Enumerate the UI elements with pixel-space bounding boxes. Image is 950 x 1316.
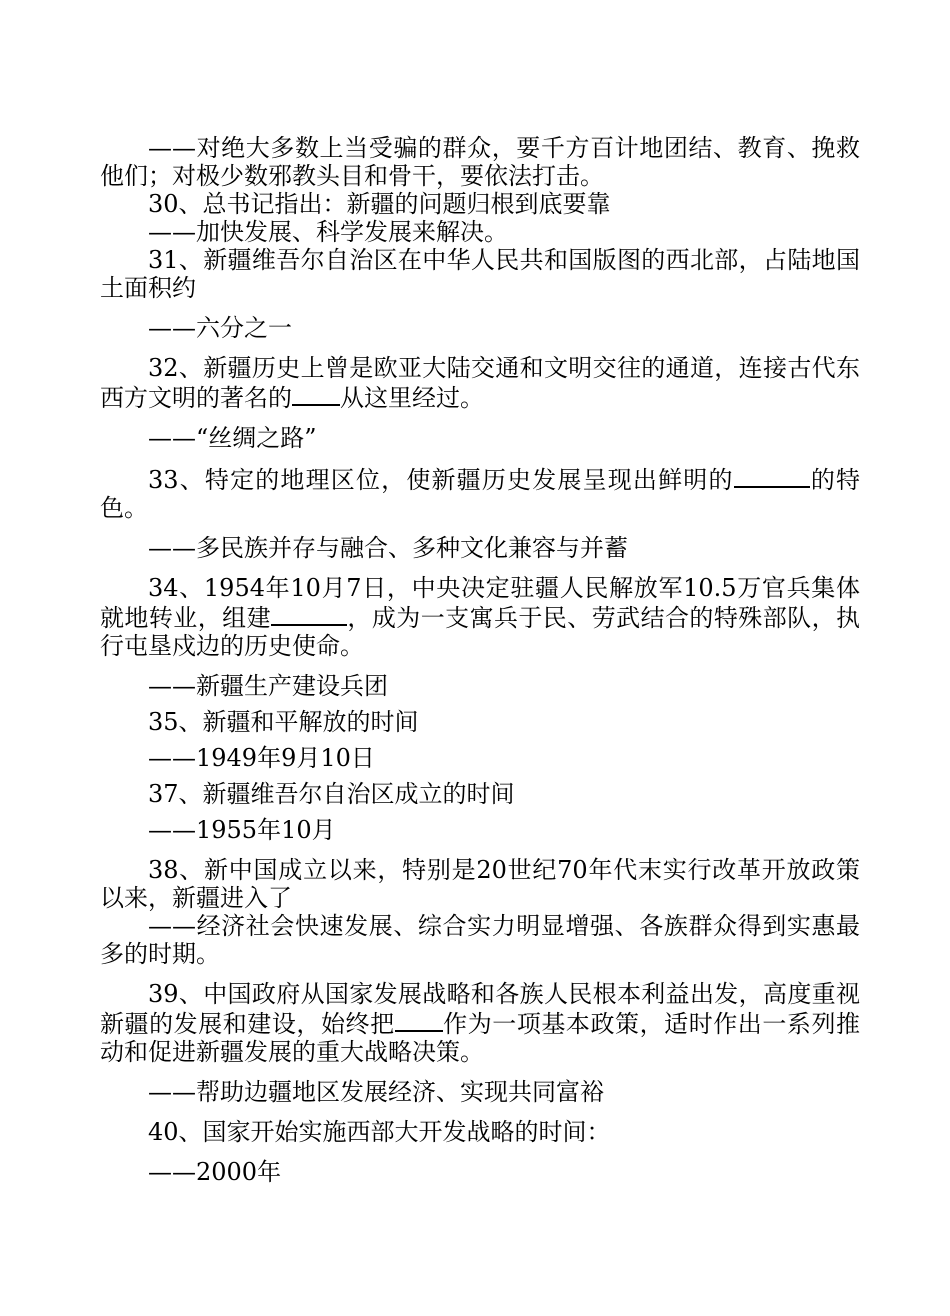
question-38: 38、新中国成立以来，特别是20世纪70年代末实行改革开放政策以来，新疆进入了 (100, 856, 860, 912)
answer-37: ——1955年10月 (148, 816, 336, 844)
question-32-text-before: 32、新疆历史上曾是欧亚大陆交通和文明交往的通道，连接古代东西方文明的著名的 (100, 354, 860, 412)
question-33 (100, 464, 860, 522)
question-35: 35、新疆和平解放的时间 (148, 708, 419, 736)
fill-in-blank (395, 1008, 443, 1032)
question-30: 30、总书记指出：新疆的问题归根到底要靠 (148, 190, 611, 218)
question-40: 40、国家开始实施西部大开发战略的时间： (148, 1118, 611, 1146)
question-34-text-before: 34、1954年10月7日，中央决定驻疆人民解放军10.5万官兵集体就地转业，组建 (100, 574, 860, 632)
answer-33: ——多民族并存与融合、多种文化兼容与并蓄 (148, 534, 628, 562)
question-39-text-before: 39、中国政府从国家发展战略和各族人民根本利益出发，高度重视新疆的发展和建设，始终把 (100, 980, 860, 1038)
fill-in-blank (271, 602, 347, 626)
answer-35: ——1949年9月10日 (148, 744, 375, 772)
answer-31: ——六分之一 (148, 314, 292, 342)
answer-30: ——加快发展、科学发展来解决。 (148, 218, 508, 246)
answer-line: ——对绝大多数上当受骗的群众，要千方百计地团结、教育、挽救他们；对极少数邪教头目和骨干，要依法打击。 (100, 134, 860, 190)
question-33-text-after: 的特色。 (100, 466, 860, 522)
answer-34: ——新疆生产建设兵团 (148, 672, 388, 700)
fill-in-blank (734, 464, 810, 488)
answer-32: ——“丝绸之路” (148, 424, 317, 452)
answer-38: ——经济社会快速发展、综合实力明显增强、各族群众得到实惠最多的时期。 (100, 912, 860, 968)
question-37: 37、新疆维吾尔自治区成立的时间 (148, 780, 515, 808)
document-page (100, 134, 860, 1186)
fill-in-blank (292, 382, 340, 406)
question-32 (100, 354, 860, 412)
question-39-text-after: 作为一项基本政策，适时作出一系列推动和促进新疆发展的重大战略决策。 (100, 1010, 861, 1066)
question-39 (100, 980, 860, 1066)
question-33-text-before: 33、特定的地理区位，使新疆历史发展呈现出鲜明的 (148, 466, 734, 494)
question-34 (100, 574, 860, 660)
question-32-text-after: 从这里经过。 (340, 384, 484, 412)
answer-40: ——2000年 (148, 1158, 282, 1186)
question-34-text-after: ，成为一支寓兵于民、劳武结合的特殊部队，执行屯垦戍边的历史使命。 (100, 604, 860, 660)
question-31: 31、新疆维吾尔自治区在中华人民共和国版图的西北部，占陆地国土面积约 (100, 246, 860, 302)
answer-39: ——帮助边疆地区发展经济、实现共同富裕 (148, 1078, 604, 1106)
